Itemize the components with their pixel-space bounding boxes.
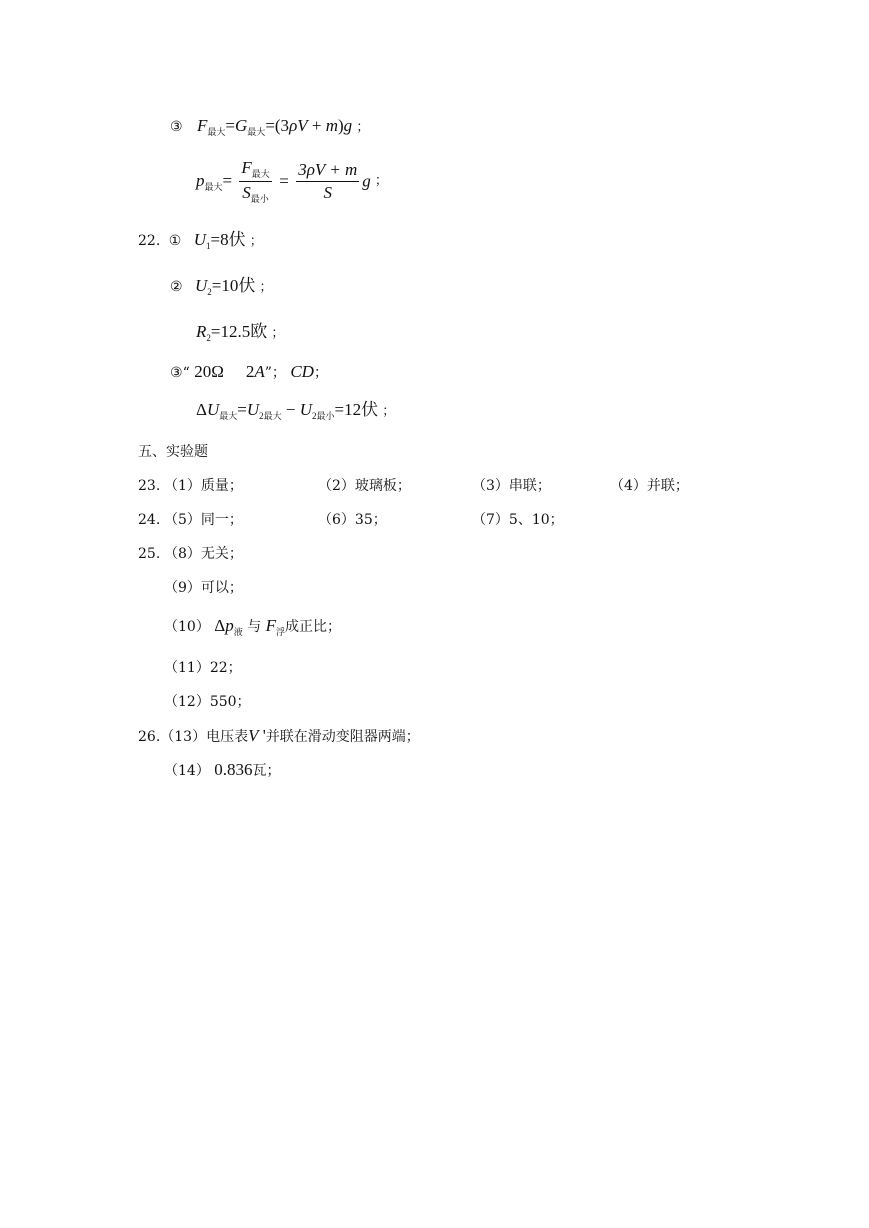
current-value: 2: [245, 362, 255, 381]
q21-eq-pressure: [196, 158, 388, 208]
equals: =: [225, 116, 236, 135]
power-value: 0.836: [214, 760, 253, 779]
q23-answer-1: （1）质量；: [164, 478, 243, 494]
q23-number: 23.: [138, 478, 161, 494]
symbol-A: A: [254, 362, 265, 381]
plus: +: [307, 116, 326, 135]
quote-open: “: [182, 365, 190, 381]
semicolon: ；: [356, 120, 370, 135]
subscript: 2: [206, 333, 211, 343]
subscript-max: 最大: [251, 169, 270, 179]
value: =12伏: [334, 400, 379, 419]
symbol-V: V: [297, 116, 308, 135]
unit: 瓦；: [252, 763, 281, 779]
q22-line-1: [138, 230, 263, 252]
question-number: 26.: [138, 729, 161, 745]
answer-label: （10）: [164, 619, 210, 635]
answer-text: 并联在滑动变阻器两端；: [265, 729, 420, 745]
delta: Δ: [214, 616, 226, 635]
q22-line-5: [196, 400, 395, 422]
symbol-p: p: [225, 616, 234, 635]
q24-answer-7: （7）5、10；: [472, 512, 564, 528]
q24-answer-5: （5）同一；: [164, 512, 243, 528]
fraction-3rhoVm-over-S: [296, 160, 359, 203]
delta: Δ: [196, 400, 207, 419]
semicolon: ；: [255, 280, 273, 295]
symbol-U: U: [246, 400, 260, 419]
semicolon: ；: [267, 326, 285, 341]
value: =10伏: [211, 276, 256, 295]
expr-open: =(3: [265, 116, 290, 135]
circled-3: ③: [170, 365, 183, 381]
subscript: 1: [206, 241, 211, 251]
section-heading: 五、实验题: [138, 444, 208, 460]
circled-1: ①: [168, 233, 182, 249]
quote-close: ”；: [264, 365, 286, 381]
symbol-m: m: [325, 116, 338, 135]
answer-label: （13）电压表: [160, 729, 249, 745]
symbol-U: U: [299, 400, 312, 419]
q25-answer-12: （12）550；: [164, 694, 251, 710]
q22-line-4: [170, 362, 328, 383]
question-number: 22.: [138, 233, 161, 249]
symbol-g: g: [362, 171, 371, 191]
subscript-min: 最小: [250, 194, 269, 204]
symbol-R: R: [196, 322, 207, 341]
prime: ': [258, 726, 266, 745]
symbol-CD: CD: [290, 362, 314, 381]
symbol-g: g: [343, 116, 353, 135]
value: =12.5欧: [210, 322, 268, 341]
answer-label: （14）: [164, 763, 210, 779]
equals: =: [279, 171, 289, 191]
symbol-S: S: [242, 183, 251, 202]
q24-number: 24.: [138, 512, 161, 528]
q23-answer-2: （2）玻璃板；: [318, 478, 411, 494]
subscript-max: 最大: [207, 127, 226, 137]
value: =8伏: [210, 230, 246, 249]
q25-answer-9: （9）可以；: [164, 580, 243, 596]
symbol-p: p: [196, 170, 205, 190]
semicolon: ；: [370, 173, 388, 189]
equals: =: [222, 170, 233, 190]
numerator: 3ρV + m: [296, 160, 359, 182]
subscript-max: 最大: [247, 127, 266, 137]
fraction-F-over-S: [239, 158, 271, 205]
subscript-2min: 2最小: [312, 411, 335, 421]
q26-answer-13: [138, 726, 420, 747]
conclusion: 成正比；: [285, 619, 342, 635]
q25-answer-11: （11）22；: [164, 660, 242, 676]
subscript: 2: [207, 287, 212, 297]
symbol-U: U: [195, 276, 208, 295]
q25-answer-8: （8）无关；: [164, 546, 243, 562]
symbol-F: F: [197, 116, 208, 135]
symbol-F: F: [241, 158, 252, 177]
expr-close: ): [338, 116, 344, 135]
symbol-rho: ρ: [289, 116, 298, 135]
minus: −: [281, 400, 300, 419]
q26-answer-14: [164, 760, 281, 781]
semicolon: ；: [378, 404, 396, 419]
circled-2: ②: [170, 279, 183, 295]
q25-number: 25.: [138, 546, 161, 562]
semicolon: ；: [245, 234, 263, 249]
symbol-V: V: [248, 726, 259, 745]
equals: =: [237, 400, 247, 419]
subscript-2max: 2最大: [259, 411, 282, 421]
q22-line-3: [196, 322, 284, 344]
symbol-U: U: [206, 400, 220, 419]
denominator: S: [323, 183, 333, 202]
q23-answer-3: （3）串联；: [472, 478, 551, 494]
connector: 与: [247, 619, 262, 635]
subscript-max: 最大: [204, 181, 223, 192]
subscript-buoyant: 浮: [276, 627, 286, 637]
symbol-F: F: [265, 616, 277, 635]
resistance-value: 20Ω: [194, 362, 224, 381]
symbol-U: U: [193, 230, 207, 249]
subscript-liquid: 液: [233, 627, 243, 637]
symbol-G: G: [235, 116, 248, 135]
semicolon: ；: [313, 365, 328, 381]
subscript-max: 最大: [219, 411, 238, 421]
q24-answer-6: （6）35；: [318, 512, 387, 528]
q23-answer-4: （4）并联；: [610, 478, 689, 494]
q21-eq-force: [170, 116, 369, 138]
q25-answer-10: [164, 616, 341, 638]
circled-3: ③: [170, 119, 183, 135]
q22-line-2: [170, 276, 273, 298]
